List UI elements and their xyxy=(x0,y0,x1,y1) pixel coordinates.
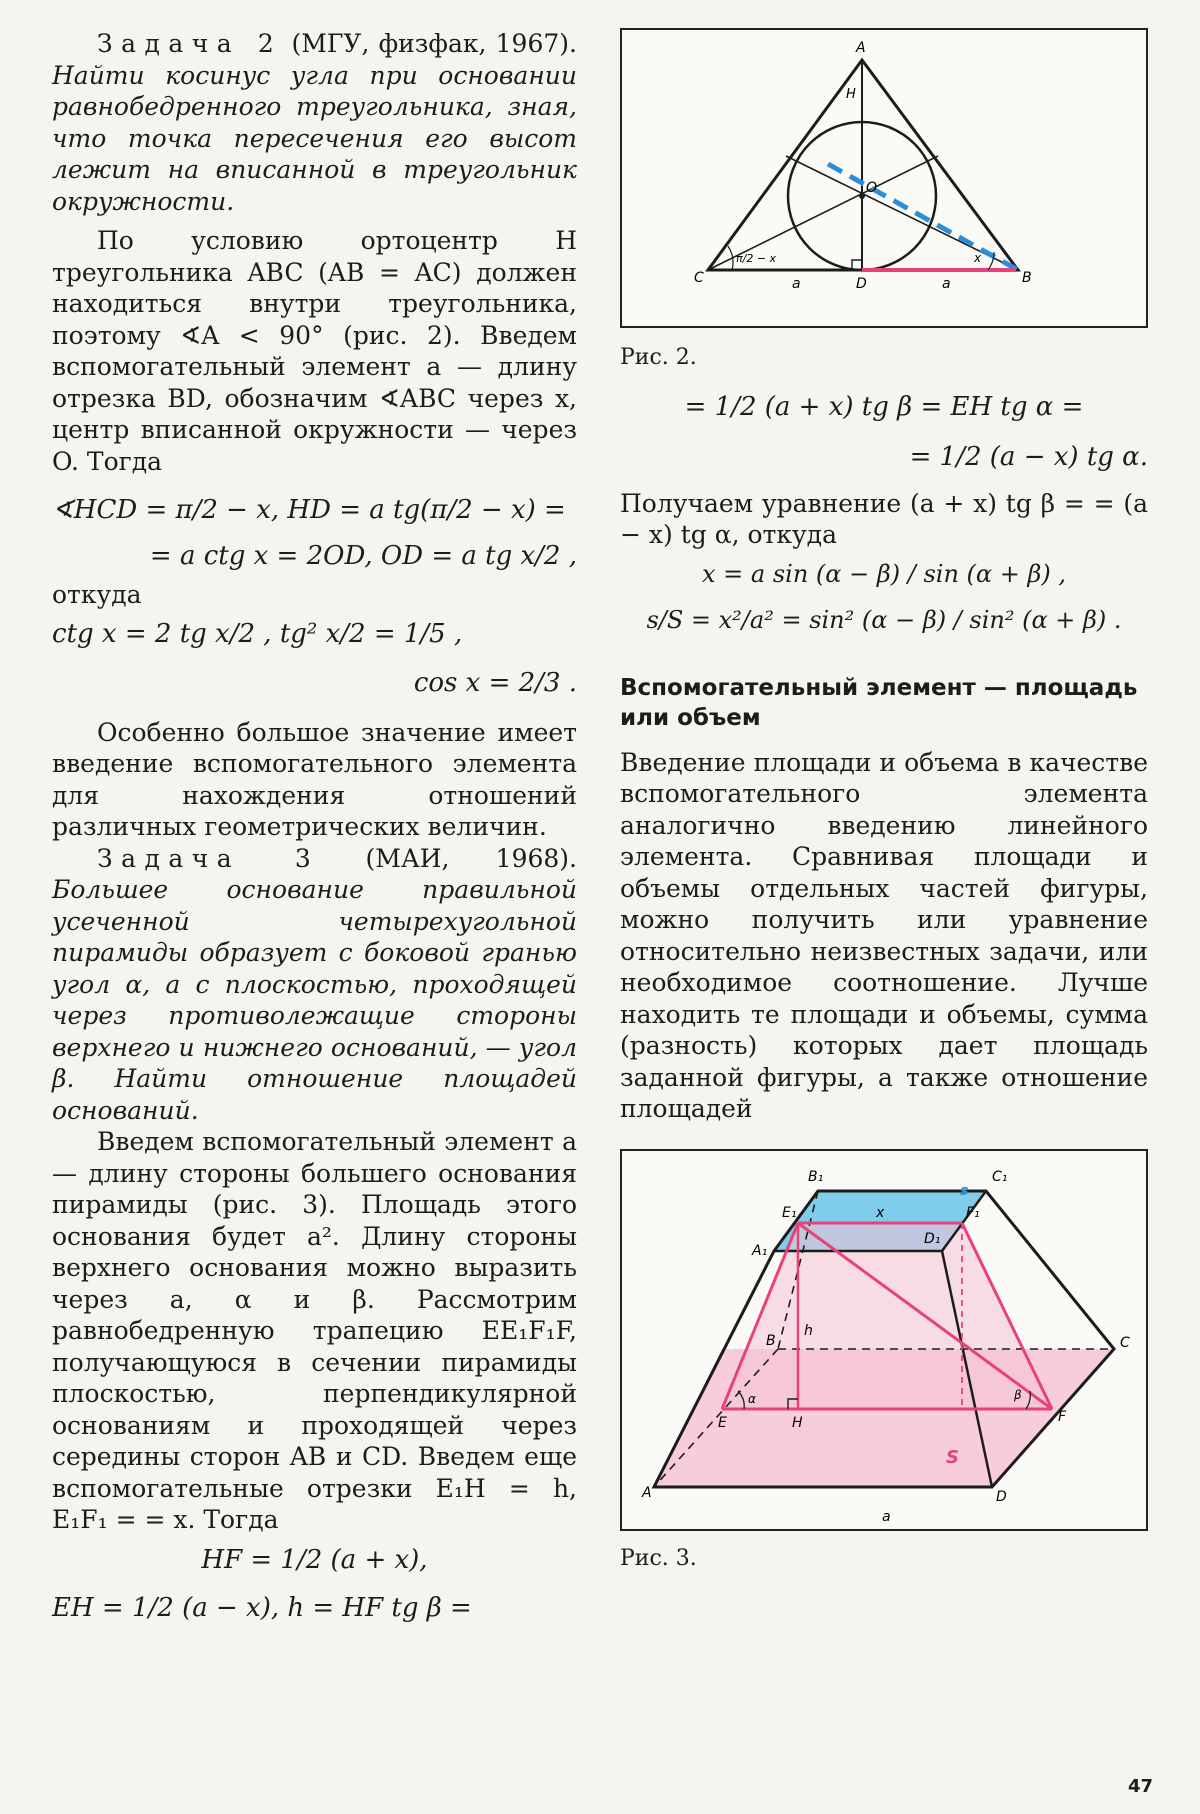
formula-2: = a ctg x = 2OD, OD = a tg x/2 , xyxy=(149,541,577,571)
task2-solution: По условию ортоцентр H треугольника ABC (AB = AC) должен находиться внутри треугольника, поэтому ∢A < 90° (рис. 2). Введем вспомогательный элемент a — длину отрезка BD, обозначим ∢ABC через x, центр вписанной окружности — через O. Тогда xyxy=(52,226,577,476)
center-o xyxy=(859,193,865,199)
task2-statement: Найти косинус угла при основании равнобедренного треугольника, зная, что точка пересечения его высот лежит на вписанной в треугольник окружности. xyxy=(52,60,577,216)
figure-3-diagram xyxy=(622,1151,1146,1529)
label-d1: D₁ xyxy=(924,1230,941,1247)
label-a1: A₁ xyxy=(752,1242,768,1259)
formula-7: = 1/2 (a + x) tg β = EH tg α = xyxy=(684,391,1084,422)
label-e1: E₁ xyxy=(782,1204,797,1221)
label-b1: B₁ xyxy=(808,1168,824,1185)
label-small-h: h xyxy=(804,1322,813,1339)
task2-source: (МГУ, физфак, 1967). xyxy=(282,29,577,58)
label-d: D xyxy=(856,276,867,292)
label-c: C xyxy=(694,270,704,286)
formula-3: ctg x = 2 tg x/2 , tg² x/2 = 1/5 , xyxy=(52,618,463,649)
label-angle-b: x xyxy=(974,251,982,265)
formula-8: = 1/2 (a − x) tg α. xyxy=(909,441,1148,472)
equation-intro: Получаем уравнение (a + x) tg β = = (a − x) tg α, откуда xyxy=(620,488,1148,549)
formula-10: s/S = x²/a² = sin² (α − β) / sin² (α + β) . xyxy=(646,605,1122,634)
label-h: H xyxy=(792,1414,803,1431)
label-c1: C₁ xyxy=(992,1168,1008,1185)
label-a-left: a xyxy=(792,276,801,292)
figure-3-caption: Рис. 3. xyxy=(620,1545,697,1571)
para-importance: Особенно большое значение имеет введение вспомогательного элемента для нахождения отношений различных геометрических величин. xyxy=(52,717,577,841)
figure-3 xyxy=(620,1149,1148,1531)
label-c: C xyxy=(1120,1334,1130,1351)
label-a-right: a xyxy=(942,276,951,292)
label-small-a: a xyxy=(882,1508,891,1525)
figure-2-diagram xyxy=(622,30,1146,326)
task3-paragraph xyxy=(52,843,577,1127)
label-a: A xyxy=(856,40,866,56)
left-column xyxy=(52,28,577,1632)
label-b: B xyxy=(766,1332,776,1349)
label-d: D xyxy=(996,1488,1007,1505)
formula-9: x = a sin (α − β) / sin (α + β) , xyxy=(702,559,1066,588)
task3-statement: Большее основание правильной усеченной четырехугольной пирамиды образует с боковой гранью угол α, а с плоскостью, проходящей через противолежащие стороны верхнего и нижнего оснований, — угол β. Найти отношение площадей оснований. xyxy=(52,875,577,1125)
task2-label: Задача 2 xyxy=(97,29,283,58)
formula-5: HF = 1/2 (a + x), xyxy=(201,1544,428,1575)
label-alpha: α xyxy=(748,1391,756,1406)
label-x: x xyxy=(876,1204,885,1221)
label-o: O xyxy=(866,180,878,196)
label-f: F xyxy=(1058,1408,1067,1425)
label-s: s xyxy=(960,1182,969,1199)
label-e: E xyxy=(718,1414,727,1431)
label-f1: F₁ xyxy=(966,1204,980,1221)
task3-label: Задача 3 xyxy=(97,843,320,873)
right-column xyxy=(620,28,1148,1574)
formula-1: ∢HCD = π/2 − x, HD = a tg(π/2 − x) = xyxy=(52,495,566,525)
task3-source: (МАИ, 1968). xyxy=(319,843,577,873)
figure-2-caption: Рис. 2. xyxy=(620,345,697,370)
whence-1: откуда xyxy=(52,580,142,609)
task3-solution: Введем вспомогательный элемент a — длину стороны большего основания пирамиды (рис. 3). Площадь этого основания будет a². Длину стороны верхнего основания можно выразить через a, α и β. Рассмотрим равнобедренную трапецию EE₁F₁F, получающуюся в сечении пирамиды плоскостью, перпендикулярной основаниям и проходящей через середины сторон AB и CD. Введем еще вспомогательные отрезки E₁H = h, E₁F₁ = = x. Тогда xyxy=(52,1127,577,1534)
page-number: 47 xyxy=(1128,1776,1154,1797)
label-h: H xyxy=(846,87,856,102)
section-text: Введение площади и объема в качестве вспомогательного элемента аналогично введению линейного элемента. Сравнивая площади и объемы отдельных частей фигуры, можно получить или уравнение относительно неизвестных задачи, или необходимое соотношение. Лучше находить те площади и объемы, сумма (разность) которых дает площадь заданной фигуры, а также отношение площадей xyxy=(620,747,1148,1123)
label-beta: β xyxy=(1014,1387,1022,1402)
label-a: A xyxy=(642,1484,652,1501)
blue-dashed-line xyxy=(828,164,1018,270)
formula-6: EH = 1/2 (a − x), h = HF tg β = xyxy=(52,1592,472,1623)
section-heading: Вспомогательный элемент — площадь или объем xyxy=(620,674,1138,731)
task2-paragraph xyxy=(52,28,577,217)
figure-2 xyxy=(620,28,1148,328)
formula-4: cos x = 2/3 . xyxy=(413,667,577,698)
label-angle-c: π/2 − x xyxy=(736,252,777,265)
label-b: B xyxy=(1022,270,1032,286)
label-big-s: S xyxy=(946,1446,959,1468)
